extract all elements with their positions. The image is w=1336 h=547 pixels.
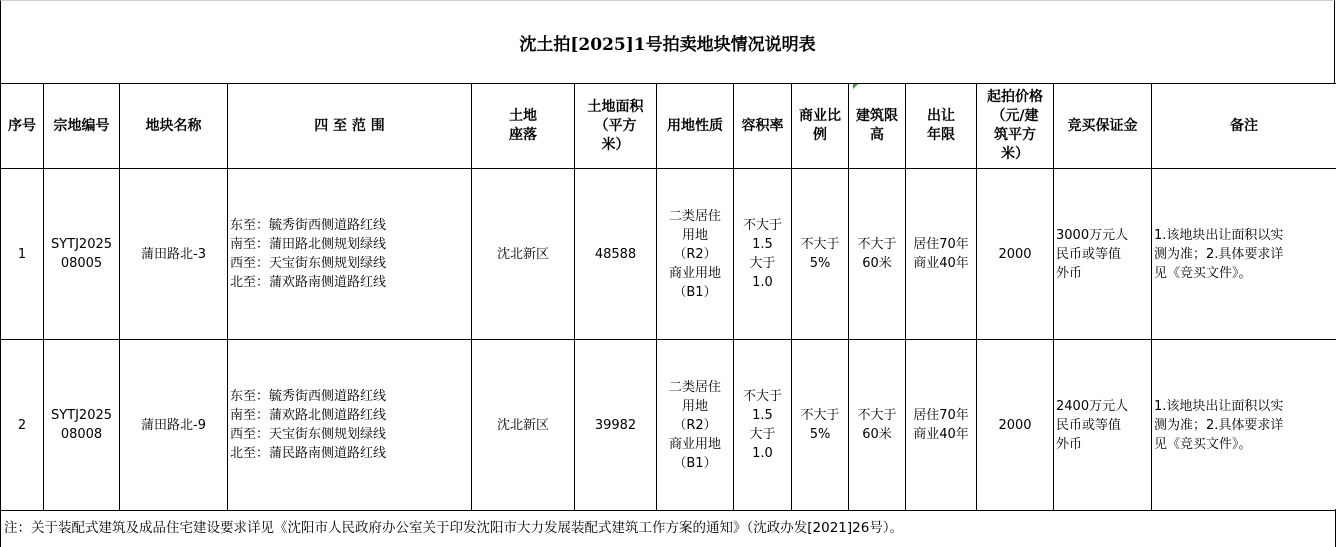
cell-deposit[interactable]: 3000万元人 民币或等值 外币 [1054, 169, 1152, 340]
cell-seq[interactable]: 1 [1, 169, 44, 340]
cell-height-limit[interactable]: 不大于 60米 [849, 340, 906, 511]
cell-parcel-no[interactable]: SYTJ2025 08005 [44, 169, 120, 340]
cell-location[interactable]: 沈北新区 [472, 169, 575, 340]
cell-boundary[interactable]: 东至：毓秀街西侧道路红线 南至：蒲田路北侧规划绿线 西至：天宝街东侧规划绿线 北至：蒲欢路南侧道路红线 [228, 169, 472, 340]
header-location[interactable]: 土地 座落 [472, 84, 575, 169]
header-height-limit[interactable]: 建筑限 高 [849, 84, 906, 169]
cell-parcel-name[interactable]: 蒲田路北-3 [120, 169, 228, 340]
cell-comment-marker [853, 84, 858, 89]
header-area[interactable]: 土地面积 （平方 米） [575, 84, 657, 169]
header-deposit[interactable]: 竞买保证金 [1054, 84, 1152, 169]
table-row [1, 169, 1336, 340]
header-remarks[interactable]: 备注 [1152, 84, 1336, 169]
cell-area[interactable]: 39982 [575, 340, 657, 511]
header-land-use[interactable]: 用地性质 [657, 84, 734, 169]
header-start-price[interactable]: 起拍价格 （元/建 筑平方 米） [977, 84, 1054, 169]
cell-commercial-ratio[interactable]: 不大于 5% [792, 340, 849, 511]
header-far[interactable]: 容积率 [734, 84, 792, 169]
header-commercial-ratio[interactable]: 商业比 例 [792, 84, 849, 169]
footnote-text: 注：关于装配式建筑及成品住宅建设要求详见《沈阳市人民政府办公室关于印发沈阳市大力发展装配式建筑工作方案的通知》（沈政办发[2021]26号）。 [4, 520, 904, 536]
cell-far[interactable]: 不大于 1.5 大于 1.0 [734, 169, 792, 340]
table-row [1, 340, 1336, 511]
cell-deposit[interactable]: 2400万元人 民币或等值 外币 [1054, 340, 1152, 511]
cell-term[interactable]: 居住70年 商业40年 [906, 340, 977, 511]
header-parcel-name[interactable]: 地块名称 [120, 84, 228, 169]
cell-commercial-ratio[interactable]: 不大于 5% [792, 169, 849, 340]
header-boundary[interactable]: 四 至 范 围 [228, 84, 472, 169]
header-seq[interactable]: 序号 [1, 84, 44, 169]
cell-parcel-no[interactable]: SYTJ2025 08008 [44, 340, 120, 511]
cell-land-use[interactable]: 二类居住 用地 （R2） 商业用地 （B1） [657, 340, 734, 511]
header-term[interactable]: 出让 年限 [906, 84, 977, 169]
cell-term[interactable]: 居住70年 商业40年 [906, 169, 977, 340]
header-row [1, 84, 1336, 169]
cell-start-price[interactable]: 2000 [977, 169, 1054, 340]
table-title-text: 沈土拍[2025]1号拍卖地块情况说明表 [519, 34, 816, 55]
footnote[interactable] [0, 509, 1336, 547]
cell-area[interactable]: 48588 [575, 169, 657, 340]
cell-far[interactable]: 不大于 1.5 大于 1.0 [734, 340, 792, 511]
cell-seq[interactable]: 2 [1, 340, 44, 511]
cell-location[interactable]: 沈北新区 [472, 340, 575, 511]
cell-remarks[interactable]: 1.该地块出让面积以实 测为准；2.具体要求详 见《竞买文件》。 [1152, 169, 1336, 340]
cell-land-use[interactable]: 二类居住 用地 （R2） 商业用地 （B1） [657, 169, 734, 340]
parcel-table [0, 83, 1336, 511]
header-parcel-no[interactable]: 宗地编号 [44, 84, 120, 169]
cell-parcel-name[interactable]: 蒲田路北-9 [120, 340, 228, 511]
cell-boundary[interactable]: 东至：毓秀街西侧道路红线 南至：蒲欢路北侧道路红线 西至：天宝街东侧规划绿线 北至：蒲民路南侧道路红线 [228, 340, 472, 511]
cell-height-limit[interactable]: 不大于 60米 [849, 169, 906, 340]
cell-remarks[interactable]: 1.该地块出让面积以实 测为准；2.具体要求详 见《竞买文件》。 [1152, 340, 1336, 511]
cell-start-price[interactable]: 2000 [977, 340, 1054, 511]
table-title[interactable] [0, 0, 1335, 83]
